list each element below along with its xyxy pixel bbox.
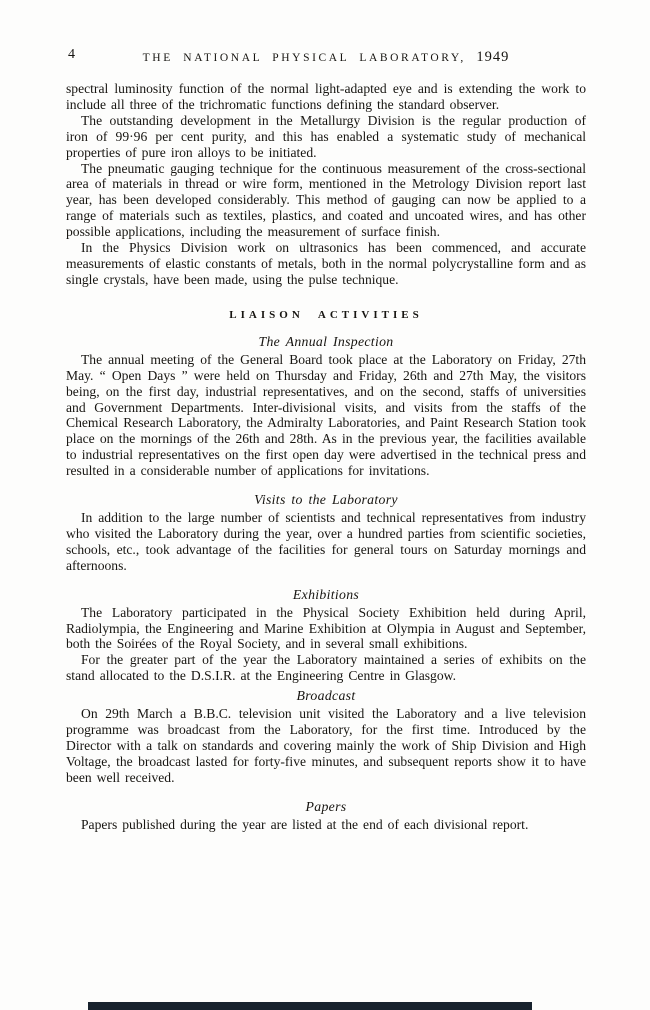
paragraph: In the Physics Division work on ultrasonics has been commenced, and accurate measurements of elastic constants of metals, both in the normal polycrystalline form and as single crystals, have been made, using the pulse technique. [66, 240, 586, 287]
page-number: 4 [68, 47, 76, 62]
subheading: The Annual Inspection [258, 333, 394, 349]
section-heading: LIAISON ACTIVITIES [229, 308, 423, 321]
paragraph: In addition to the large number of scientists and technical representatives from industry who visited the Laboratory during the year, over a hundred parties from scientific societies, schools, etc., took advantage of the facilities for general tours on Saturday mornings and afternoons. [66, 510, 586, 573]
scan-artifact-bar [88, 1002, 532, 1010]
paragraph: On 29th March a B.B.C. television unit visited the Laboratory and a live television programme was broadcast from the Laboratory, for the first time. Introduced by the Director with a talk on standards and covering mainly the work of Ship Division and High Voltage, the broadcast lasted for forty-five minutes, and subsequent reports show it to have been well received. [66, 706, 586, 785]
running-title-year: 1949 [476, 49, 510, 65]
paragraph: For the greater part of the year the Laboratory maintained a series of exhibits on the stand allocated to the D.S.I.R. at the Engineering Centre in Glasgow. [66, 652, 586, 684]
subheading: Exhibitions [292, 586, 360, 602]
running-head [66, 46, 586, 64]
paragraph: The annual meeting of the General Board took place at the Laboratory on Friday, 27th May. “ Open Days ” were held on Thursday and Friday, 26th and 27th May, the visitors being, on the first day, industrial representatives, and on the second, staffs of universities and Government Departments. Inter-divisional visits, and visits from the staffs of the Chemical Research Laboratory, the Admiralty Laboratories, and Paint Research Station took place on the mornings of the 26th and 28th. As in the previous year, the facilities available to industrial representatives on the first open day were advertised in the technical press and resulted in a considerable number of applications for invitations. [66, 351, 586, 479]
paragraph: The outstanding development in the Metallurgy Division is the regular production of iron of 99·96 per cent purity, and this has enabled a systematic study of mechanical properties of pure iron alloys to be initiated. [66, 112, 586, 160]
subheading: Visits to the Laboratory [254, 492, 398, 508]
paragraph: The pneumatic gauging technique for the continuous measurement of the cross-sectional area of materials in thread or wire form, mentioned in the Metrology Division report last year, has been developed considerably. This method of gauging can now be applied to a range of materials such as textiles, plastics, and coated and uncoated wires, and has other possible applications, including the measurement of surface finish. [66, 160, 586, 240]
page-body [66, 81, 586, 833]
running-title [66, 46, 586, 66]
subheading: Papers [305, 798, 347, 814]
running-title-text: THE NATIONAL PHYSICAL LABORATORY, [142, 52, 466, 64]
paragraph: Papers published during the year are listed at the end of each divisional report. [81, 816, 529, 832]
paragraph: The Laboratory participated in the Physical Society Exhibition held during April, Radiolympia, the Engineering and Marine Exhibition at Olympia in August and September, both the Soirées of the Royal Society, and in several small exhibitions. [66, 604, 586, 652]
subheading: Broadcast [296, 688, 356, 704]
paragraph: spectral luminosity function of the normal light-adapted eye and is extending the work to include all three of the trichromatic functions defining the standard observer. [66, 81, 586, 112]
